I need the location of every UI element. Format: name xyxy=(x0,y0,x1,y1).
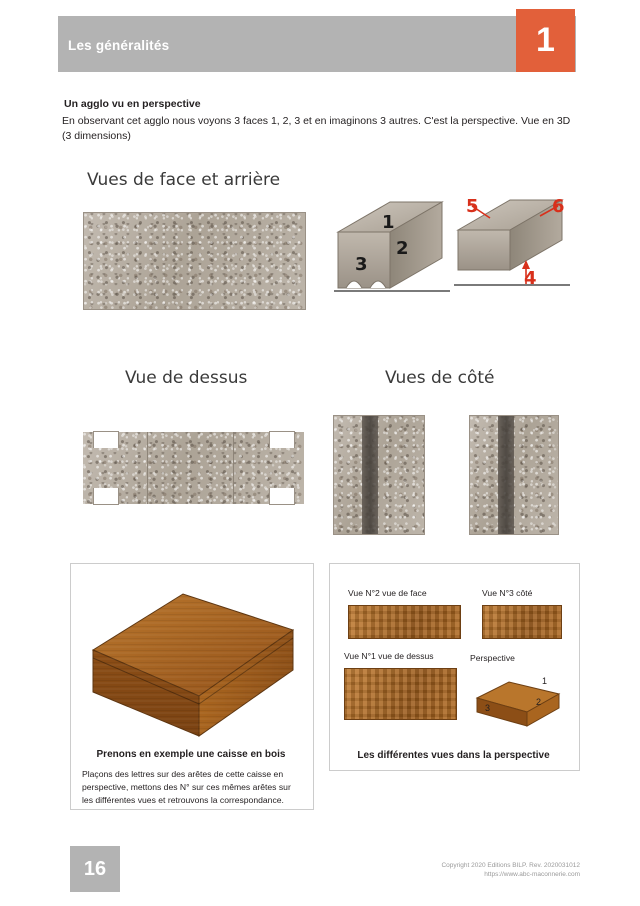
label-view-3: Vue N°3 côté xyxy=(482,588,533,598)
chapter-number-badge: 1 xyxy=(516,9,575,72)
top-view-notch-c xyxy=(269,431,295,448)
face-number-1: 1 xyxy=(382,212,395,233)
wooden-crate-caption: Prenons en exemple une caisse en bois xyxy=(96,749,286,760)
top-view-notch-b xyxy=(93,488,119,505)
top-view-notch-a xyxy=(93,431,119,448)
caption-front-back-views: Vues de face et arrière xyxy=(87,170,281,190)
perspective-number-3: 3 xyxy=(485,703,491,713)
side-view-1-band xyxy=(362,416,378,534)
views-panel-caption: Les différentes vues dans la perspective xyxy=(357,750,550,761)
label-view-2: Vue N°2 vue de face xyxy=(348,588,427,598)
footer-copyright-line-2: https://www.abc-maconnerie.com xyxy=(484,871,580,878)
label-view-1: Vue N°1 vue de dessus xyxy=(344,651,434,661)
face-number-3: 3 xyxy=(355,254,368,275)
intro-title: Un agglo vu en perspective xyxy=(64,98,201,110)
top-view-notch-d xyxy=(269,488,295,505)
thumb-perspective xyxy=(463,664,573,734)
thumb-view-3 xyxy=(482,605,562,639)
intro-block xyxy=(62,98,578,144)
perspective-number-1: 1 xyxy=(542,676,548,686)
side-view-2-band xyxy=(498,416,514,534)
wooden-crate-body-text: Plaçons des lettres sur des arêtes de cette caisse en perspective, mettons des N° sur ces mêmes arêtes sur les différentes vues et retrouvons la correspondance. xyxy=(82,769,291,805)
footer-copyright-line-1: Copyright 2020 Editions BILP. Rev. 2020031012 xyxy=(441,862,580,869)
block-top-view-image xyxy=(83,432,304,504)
page-number-badge: 16 xyxy=(70,846,120,892)
edge-number-6: 6 xyxy=(552,196,565,217)
caption-side-views: Vues de côté xyxy=(385,368,495,388)
page-title: Les généralités xyxy=(68,38,170,53)
edge-number-5: 5 xyxy=(466,196,479,217)
views-panel xyxy=(329,563,580,771)
top-view-separator-2 xyxy=(233,432,234,504)
intro-body: En observant cet agglo nous voyons 3 faces 1, 2, 3 et en imaginons 3 autres. C'est la perspective. Vue en 3D (3 dimensions) xyxy=(62,115,571,142)
top-view-separator-1 xyxy=(147,432,148,504)
caption-top-view: Vue de dessus xyxy=(125,368,248,388)
footer-copyright xyxy=(380,861,580,879)
perspective-number-2: 2 xyxy=(536,697,542,707)
block-perspective-diagram xyxy=(330,190,580,315)
wooden-crate-illustration xyxy=(71,572,311,772)
thumb-view-2 xyxy=(348,605,461,639)
label-perspective: Perspective xyxy=(470,653,515,663)
block-side-view-image-1 xyxy=(333,415,425,535)
block-front-view-image xyxy=(83,212,306,310)
face-number-2: 2 xyxy=(396,238,409,259)
thumb-view-1 xyxy=(344,668,457,720)
edge-number-4: 4 xyxy=(524,268,537,289)
block-side-view-image-2 xyxy=(469,415,559,535)
